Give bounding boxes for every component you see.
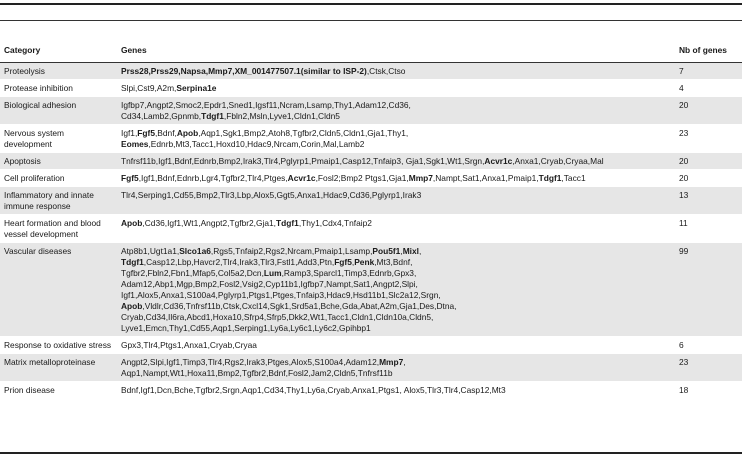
highlighted-gene: Lum xyxy=(263,267,282,278)
gene-text: Atp8b1,Ugt1a1, xyxy=(121,245,180,256)
highlighted-gene: Prss28,Prss29,Napsa,Mmp7,XM_001477507.1(similar to ISP-2) xyxy=(121,65,367,76)
genes-cell xyxy=(117,353,675,381)
category-cell: Apoptosis xyxy=(0,152,117,169)
gene-count-cell: 23 xyxy=(675,353,742,381)
highlighted-gene: Fgf5 xyxy=(137,127,155,138)
highlighted-gene: Apob xyxy=(176,127,199,138)
genes-cell xyxy=(117,62,675,79)
gene-text: Angpt2,Slpi,Igf1,Timp3,Tlr4,Rgs2,Irak3,Ptges,Alox5,S100a4,Adam12, xyxy=(121,356,380,367)
gene-text: Cd34,Lamb2,Gpnmb, xyxy=(121,110,202,121)
gene-text: ,Ctsk,Ctso xyxy=(366,65,406,76)
gene-text: Igfbp7,Angpt2,Smoc2,Epdr1,Sned1,Igsf11,Ncram,Lsamp,Thy1,Adam12,Cd36, xyxy=(121,99,411,110)
genes-cell xyxy=(117,186,675,214)
genes-cell xyxy=(117,79,675,96)
header-count: Nb of genes xyxy=(679,44,727,55)
table-row xyxy=(0,124,742,152)
highlighted-gene: Fgf5 xyxy=(121,172,139,183)
gene-text: ,Ednrb,Mt3,Tacc1,Hoxd10,Hdac9,Nrcam,Corin,Mal,Lamb2 xyxy=(148,138,365,149)
header-category: Category xyxy=(4,44,41,55)
category-cell: Protease inhibition xyxy=(0,79,117,96)
category-cell: Proteolysis xyxy=(0,62,117,79)
gene-count-cell: 20 xyxy=(675,96,742,124)
gene-category-table xyxy=(0,22,742,399)
gene-text: Igf1,Alox5,Anxa1,S100a4,Pglyrp1,Ptgs1,Ptges,Tnfaip3,Hdac9,Hsd11b1,Slc2a12,Srgn, xyxy=(121,289,441,300)
category-cell: Heart formation and blood vessel development xyxy=(0,214,117,242)
gene-count-cell: 20 xyxy=(675,152,742,169)
genes-cell xyxy=(117,96,675,124)
table-row xyxy=(0,242,742,336)
gene-text: Aqp1,Nampt,Wt1,Hoxa11,Bmp2,Tgfbr2,Bdnf,Fosl2,Jam2,Cldn5,Tnfrsf11b xyxy=(121,367,393,378)
gene-text: ,Aqp1,Sgk1,Bmp2,Atoh8,Tgfbr2,Cldn5,Cldn1,Gja1,Thy1, xyxy=(198,127,409,138)
gene-text: ,Nampt,Sat1,Anxa1,Pmaip1, xyxy=(432,172,539,183)
gene-count-cell: 11 xyxy=(675,214,742,242)
gene-text: , xyxy=(418,245,422,256)
highlighted-gene: Tdgf1 xyxy=(201,110,224,121)
genes-cell xyxy=(117,152,675,169)
genes-cell xyxy=(117,169,675,186)
table-row xyxy=(0,96,742,124)
gene-text: ,Thy1,Cdx4,Tnfaip2 xyxy=(298,217,372,228)
gene-text: Tgfbr2,Fbln2,Fbn1,Mfap5,Col5a2,Dcn, xyxy=(121,267,264,278)
gene-text: ,Anxa1,Cryab,Cryaa,Mal xyxy=(512,155,604,166)
gene-count-cell: 7 xyxy=(675,62,742,79)
genes-cell xyxy=(117,124,675,152)
category-cell: Biological adhesion xyxy=(0,96,117,124)
gene-text: Bdnf,Igf1,Dcn,Bche,Tgfbr2,Srgn,Aqp1,Cd34,Thy1,Ly6a,Cryab,Anxa1,Ptgs1, Alox5,Tlr3,Tlr4,Casp12,Mt3 xyxy=(121,384,506,395)
table-row xyxy=(0,152,742,169)
highlighted-gene: Slco1a6 xyxy=(179,245,211,256)
highlighted-gene: Apob xyxy=(121,300,143,311)
gene-text: Igf1, xyxy=(121,127,138,138)
gene-text: Lyve1,Emcn,Thy1,Cd55,Aqp1,Serping1,Ly6a,Ly6c1,Ly6c2,Gpihbp1 xyxy=(121,322,371,333)
highlighted-gene: Mixl xyxy=(402,245,419,256)
header-genes: Genes xyxy=(121,44,147,55)
gene-text: ,Mt3,Bdnf, xyxy=(374,256,413,267)
gene-text: ,Rgs5,Tnfaip2,Rgs2,Nrcam,Pmaip1,Lsamp, xyxy=(210,245,373,256)
header-row xyxy=(0,22,742,62)
gene-count-cell: 13 xyxy=(675,186,742,214)
gene-text: Gpx3,Tlr4,Ptgs1,Anxa1,Cryab,Cryaa xyxy=(121,339,257,350)
gene-count-cell: 23 xyxy=(675,124,742,152)
highlighted-gene: Fgf5 xyxy=(334,256,352,267)
gene-text: Slpi,Cst9,A2m, xyxy=(121,82,177,93)
highlighted-gene: Tdgf1 xyxy=(276,217,299,228)
gene-text: ,Igf1,Bdnf,Ednrb,Lgr4,Tgfbr2,Tlr4,Ptges, xyxy=(138,172,288,183)
gene-count-cell: 99 xyxy=(675,242,742,336)
genes-cell xyxy=(117,336,675,353)
gene-text: ,Tacc1 xyxy=(561,172,586,183)
genes-cell xyxy=(117,242,675,336)
gene-text: , xyxy=(403,356,406,367)
highlighted-gene: Eomes xyxy=(121,138,149,149)
category-cell: Nervous system development xyxy=(0,124,117,152)
gene-text: Adam12,Abp1,Mgp,Bmp2,Fosl2,Vsig2,Cyp11b1,Igfbp7,Nampt,Sat1,Angpt2,Slpi, xyxy=(121,278,418,289)
category-cell: Matrix metalloproteinase xyxy=(0,353,117,381)
gene-text: ,Bdnf, xyxy=(154,127,177,138)
table-row xyxy=(0,353,742,381)
gene-text: ,Vldlr,Cd36,Tnfrsf11b,Ctsk,Cxcl14,Sgk1,Srd5a1,Bche,Gda,Abat,A2m,Gja1,Des,Dtna, xyxy=(142,300,457,311)
bottom-rule xyxy=(0,452,742,454)
table-row xyxy=(0,186,742,214)
genes-cell xyxy=(117,381,675,398)
highlighted-gene: Tdgf1 xyxy=(121,256,144,267)
gene-count-cell: 6 xyxy=(675,336,742,353)
highlighted-gene: Serpina1e xyxy=(176,82,217,93)
table-row xyxy=(0,62,742,79)
gene-text: ,Fbln2,Msln,Lyve1,Cldn1,Cldn5 xyxy=(223,110,340,121)
highlighted-gene: Acvr1c xyxy=(484,155,513,166)
gene-text: , xyxy=(400,245,403,256)
gene-text: Cryab,Cd34,Il6ra,Abcd1,Hoxa10,Sfrp4,Sfrp5,Dkk2,Wt1,Tacc1,Cldn1,Cldn10a,Cldn5, xyxy=(121,311,434,322)
highlighted-gene: Mmp7 xyxy=(379,356,404,367)
category-cell: Prion disease xyxy=(0,381,117,398)
gene-count-cell: 20 xyxy=(675,169,742,186)
table-row xyxy=(0,169,742,186)
gene-text: ,Ramp3,Sparcl1,Timp3,Ednrb,Gpx3, xyxy=(281,267,417,278)
category-cell: Cell proliferation xyxy=(0,169,117,186)
table-row xyxy=(0,336,742,353)
gene-text: Tlr4,Serping1,Cd55,Bmp2,Tlr3,Lbp,Alox5,Ggt5,Anxa1,Hdac9,Cd36,Pglyrp1,Irak3 xyxy=(121,189,422,200)
highlighted-gene: Penk xyxy=(354,256,375,267)
gene-count-cell: 18 xyxy=(675,381,742,398)
gene-count-cell: 4 xyxy=(675,79,742,96)
highlighted-gene: Apob xyxy=(121,217,143,228)
header-top-rule xyxy=(0,20,742,21)
highlighted-gene: Acvr1c xyxy=(287,172,316,183)
table-row xyxy=(0,214,742,242)
gene-text: ,Fosl2;Bmp2 Ptgs1,Gja1, xyxy=(315,172,409,183)
top-rule xyxy=(0,3,742,5)
category-cell: Response to oxidative stress xyxy=(0,336,117,353)
category-cell: Inflammatory and innate immune response xyxy=(0,186,117,214)
table-row xyxy=(0,79,742,96)
category-cell: Vascular diseases xyxy=(0,242,117,336)
highlighted-gene: Pou5f1 xyxy=(372,245,401,256)
gene-text: Tnfrsf11b,Igf1,Bdnf,Ednrb,Bmp2,Irak3,Tlr4,Pglyrp1,Pmaip1,Casp12,Tnfaip3, Gja1,Sgk1,Wt1,Srgn, xyxy=(121,155,485,166)
gene-text: ,Cd36,Igf1,Wt1,Angpt2,Tgfbr2,Gja1, xyxy=(142,217,277,228)
gene-text: ,Casp12,Lbp,Havcr2,Tlr4,Irak3,Tlr3,Fstl1,Add3,Ptn, xyxy=(143,256,335,267)
highlighted-gene: Mmp7 xyxy=(408,172,433,183)
highlighted-gene: Tdgf1 xyxy=(538,172,562,183)
genes-cell xyxy=(117,214,675,242)
table-body xyxy=(0,62,742,398)
gene-text: , xyxy=(351,256,355,267)
table-row xyxy=(0,381,742,398)
